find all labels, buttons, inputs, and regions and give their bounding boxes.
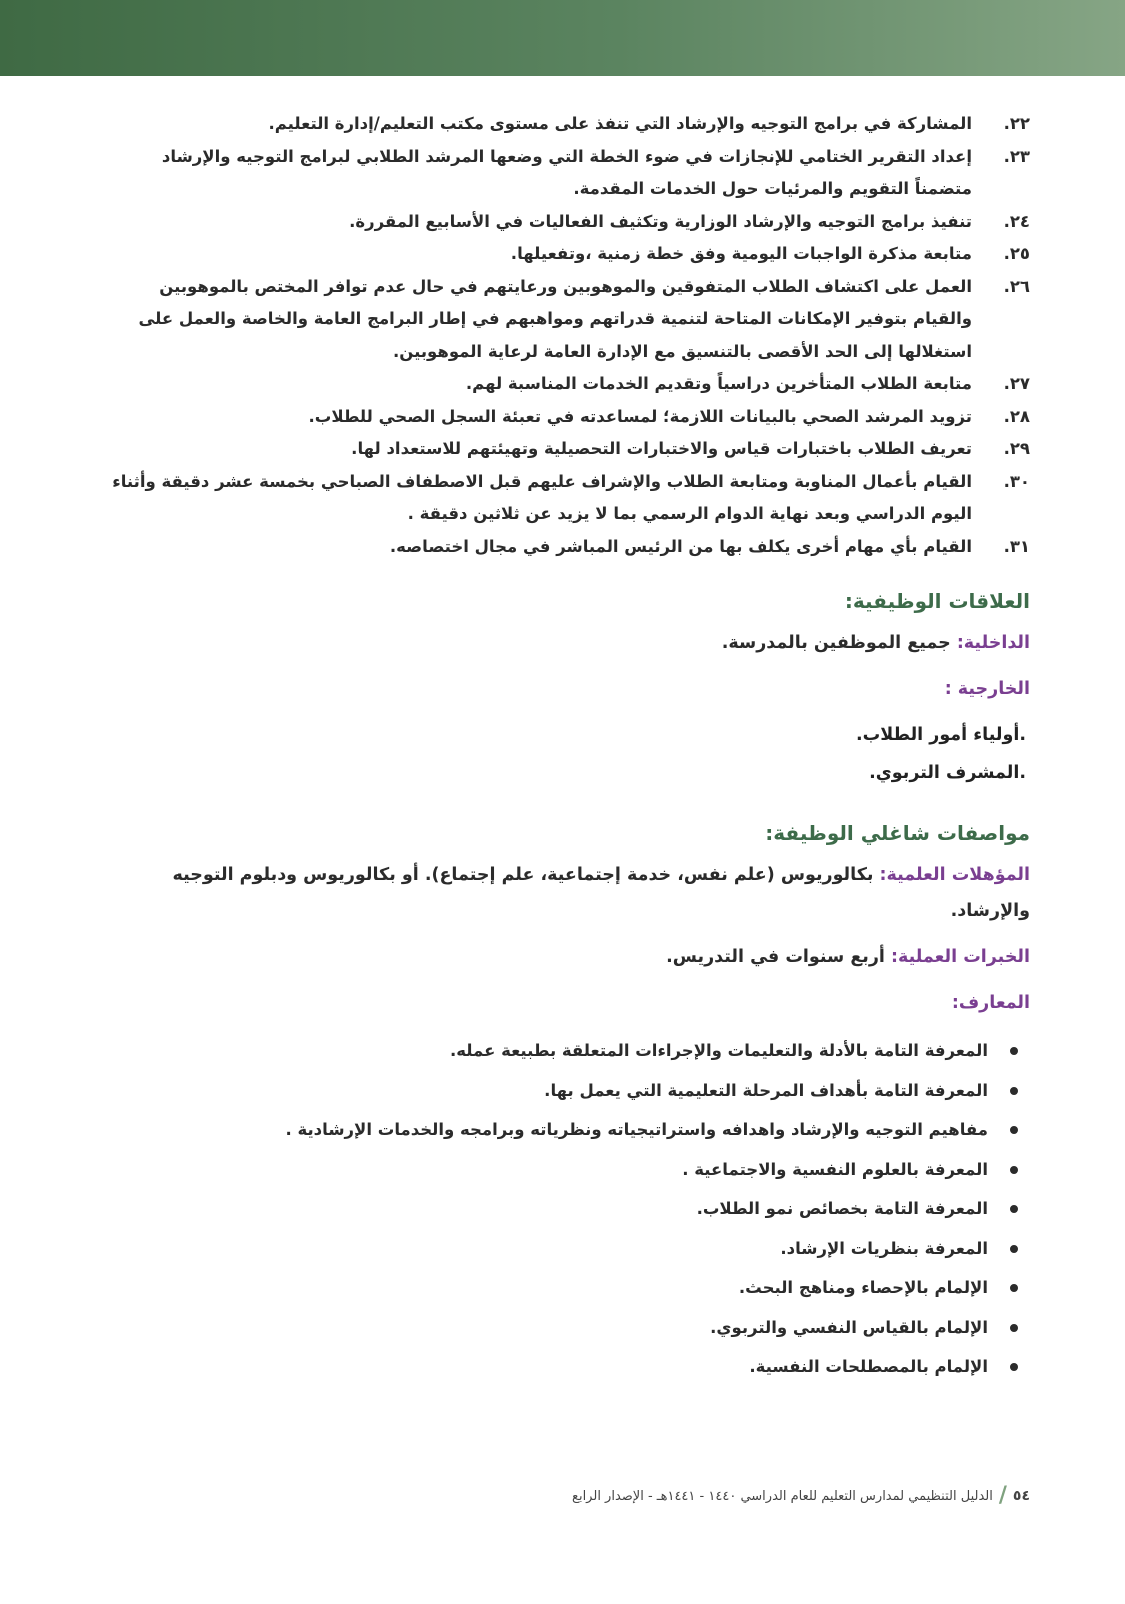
bullet-icon — [1010, 1087, 1018, 1095]
duty-item — [108, 401, 1030, 434]
duty-number: ٢٨. — [1003, 406, 1030, 426]
knowledge-item — [108, 1189, 1030, 1229]
duty-number: ٢٧. — [1003, 374, 1030, 393]
bullet-icon — [1010, 1205, 1018, 1213]
knowledge-text: الإلمام بالمصطلحات النفسية. — [749, 1357, 988, 1376]
duty-text: متابعة مذكرة الواجبات اليومية وفق خطة زمنية ،وتفعيلها. — [510, 244, 972, 263]
duty-number: ٢٢. — [1003, 114, 1030, 133]
duty-item — [108, 141, 1030, 206]
duty-text: القيام بأعمال المناوبة ومتابعة الطلاب والإشراف عليهم قبل الاصطفاف الصباحي بخمسة عشر دقيقة وأثناء اليوم الدراسي وبعد نهاية الدوام الرسمي بما لا يزيد عن ثلاثين دقيقة . — [112, 471, 972, 523]
knowledge-heading — [108, 985, 1030, 1021]
duty-number: ٢٤. — [1003, 211, 1030, 231]
qualifications-label: المؤهلات العلمية: — [879, 865, 1030, 885]
knowledge-item — [108, 1110, 1030, 1150]
experience-value: أربع سنوات في التدريس. — [666, 947, 885, 967]
bullet-icon — [1010, 1166, 1018, 1174]
knowledge-item — [108, 1150, 1030, 1190]
duty-text: تزويد المرشد الصحي بالبيانات اللازمة؛ لمساعدته في تعبئة السجل الصحي للطلاب. — [308, 406, 972, 426]
internal-value: جميع الموظفين بالمدرسة. — [721, 633, 951, 653]
knowledge-text: المعرفة بالعلوم النفسية والاجتماعية . — [682, 1159, 988, 1179]
knowledge-text: المعرفة التامة بأهداف المرحلة التعليمية التي يعمل بها. — [544, 1080, 988, 1100]
duty-item — [108, 466, 1030, 531]
duty-number: ٣١. — [1003, 536, 1030, 556]
duty-text: المشاركة في برامج التوجيه والإرشاد التي تنفذ على مستوى مكتب التعليم/إدارة التعليم. — [268, 114, 972, 133]
relations-title: العلاقات الوظيفية: — [844, 589, 1030, 613]
internal-label: الداخلية: — [956, 633, 1030, 653]
page-content — [108, 108, 1030, 1387]
external-item: .أولياء أمور الطلاب. — [856, 725, 1026, 745]
duty-text: متابعة الطلاب المتأخرين دراسياً وتقديم الخدمات المناسبة لهم. — [465, 374, 972, 393]
knowledge-item — [108, 1031, 1030, 1071]
duty-text: العمل على اكتشاف الطلاب المتفوقين والموهوبين ورعايتهم في حال عدم توافر المختص بالموهوبين والقيام بتوفير الإمكانات المتاحة لتنمية قدراتهم ومواهبهم في إطار البرامج العامة والخاصة والعمل على استغلالها إلى الحد الأقصى بالتنسيق مع الإدارة العامة لرعاية الموهوبين. — [138, 276, 972, 361]
duty-item — [108, 433, 1030, 466]
knowledge-item — [108, 1308, 1030, 1348]
external-label: الخارجية : — [944, 679, 1030, 699]
knowledge-text: الإلمام بالإحصاء ومناهج البحث. — [738, 1278, 988, 1297]
duty-item — [108, 531, 1030, 564]
qualifications-value: بكالوريوس (علم نفس، خدمة إجتماعية، علم إجتماع). أو بكالوريوس ودبلوم التوجيه والإرشاد. — [172, 865, 1030, 921]
duty-item — [108, 271, 1030, 369]
page-footer — [108, 1483, 1030, 1508]
duty-number: ٢٥. — [1003, 244, 1030, 263]
duty-number: ٢٦. — [1003, 276, 1030, 296]
duty-text: تعريف الطلاب باختبارات قياس والاختبارات التحصيلية وتهيئتهم للاستعداد لها. — [351, 439, 972, 458]
duty-item — [108, 206, 1030, 239]
bullet-icon — [1010, 1245, 1018, 1253]
knowledge-item — [108, 1347, 1030, 1387]
knowledge-text: المعرفة بنظريات الإرشاد. — [780, 1238, 988, 1258]
internal-relations — [108, 625, 1030, 661]
bullet-icon — [1010, 1047, 1018, 1055]
duty-number: ٣٠. — [1003, 471, 1030, 491]
knowledge-item — [108, 1268, 1030, 1308]
duty-item — [108, 368, 1030, 401]
bullet-icon — [1010, 1324, 1018, 1332]
slash-divider: / — [998, 1483, 1007, 1508]
header-band — [0, 0, 1125, 76]
bullet-icon — [1010, 1363, 1018, 1371]
duty-text: تنفيذ برامج التوجيه والإرشاد الوزارية وتكثيف الفعاليات في الأسابيع المقررة. — [349, 211, 972, 231]
duty-text: القيام بأي مهام أخرى يكلف بها من الرئيس المباشر في مجال اختصاصه. — [389, 536, 972, 556]
specs-title: مواصفات شاغلي الوظيفة: — [765, 821, 1030, 845]
bullet-icon — [1010, 1284, 1018, 1292]
experience-label: الخبرات العملية: — [891, 947, 1030, 967]
qualifications — [108, 857, 1030, 929]
duty-item — [108, 238, 1030, 271]
external-relations — [108, 671, 1030, 707]
knowledge-item — [108, 1071, 1030, 1111]
knowledge-label: المعارف: — [951, 993, 1030, 1013]
duty-number: ٢٣. — [1003, 146, 1030, 166]
page-number: ٥٤ — [1012, 1488, 1030, 1504]
duty-text: إعداد التقرير الختامي للإنجازات في ضوء الخطة التي وضعها المرشد الطلابي لبرامج التوجيه والإرشاد متضمناً التقويم والمرئيات حول الخدمات المقدمة. — [161, 146, 972, 198]
footer-text: الدليل التنظيمي لمدارس التعليم للعام الدراسي ١٤٤٠ - ١٤٤١هـ - الإصدار الرابع — [572, 1489, 993, 1504]
experience — [108, 939, 1030, 975]
external-item: .المشرف التربوي. — [869, 763, 1026, 783]
duty-number: ٢٩. — [1003, 439, 1030, 458]
duty-item — [108, 108, 1030, 141]
knowledge-text: مفاهيم التوجيه والإرشاد واهدافه واستراتيجياته ونظرياته وبرامجه والخدمات الإرشادية . — [285, 1120, 988, 1139]
knowledge-item — [108, 1229, 1030, 1269]
duties-list — [108, 108, 1030, 563]
bullet-icon — [1010, 1126, 1018, 1134]
knowledge-text: المعرفة التامة بخصائص نمو الطلاب. — [696, 1199, 988, 1218]
knowledge-text: المعرفة التامة بالأدلة والتعليمات والإجراءات المتعلقة بطبيعة عمله. — [450, 1041, 988, 1060]
knowledge-list — [108, 1031, 1030, 1387]
knowledge-text: الإلمام بالقياس النفسي والتربوي. — [710, 1317, 988, 1337]
